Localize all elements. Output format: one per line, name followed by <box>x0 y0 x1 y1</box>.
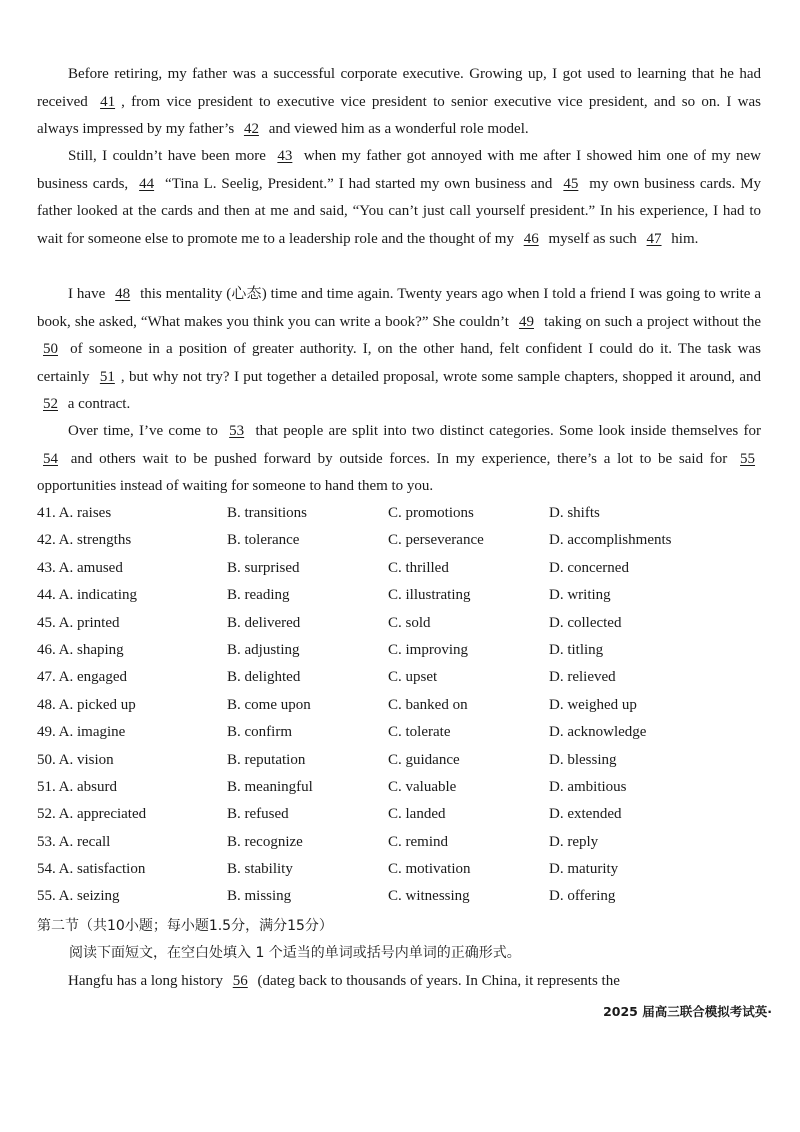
blank-49: 49 <box>518 313 534 330</box>
option-c: C. perseverance <box>388 532 484 549</box>
option-b: B. surprised <box>227 559 300 576</box>
option-a: 54. A. satisfaction <box>37 861 146 878</box>
blank-46: 46 <box>523 230 539 247</box>
option-d: D. offering <box>549 888 616 905</box>
option-b: B. reading <box>227 587 290 604</box>
option-a: 52. A. appreciated <box>37 806 147 823</box>
option-b: B. stability <box>227 861 293 878</box>
passage-paragraph-2: Still, I couldn’t have been more 43 when my father got annoyed with me after I showed him one of my new business cards, 44 “Tina L. Seelig, President.” I had started my own business and 45 my own business cards. My father looked at the cards and then at me and said, “You can’t just call yourself president.” In his experience, I had to wait for someone else to promote me to a leadership role and the thought of my 46 myself as such 47 him. <box>37 143 761 253</box>
option-a: 51. A. absurd <box>37 778 117 795</box>
answer-options <box>37 500 777 911</box>
option-b: B. transitions <box>227 505 308 521</box>
passage-paragraph-3: I have 48 this mentality (心态) time and time again. Twenty years ago when I told a friend I was going to write a book, she asked, “What makes you think you can write a book?” She couldn’t 49 taking on such a project without the 50 of someone in a position of greater authority. I, on the other hand, felt confident I could do it. The task was certainly 51 , but why not try? I put together a detailed proposal, wrote some sample chapters, shopped it around, and 52 a contract. <box>37 281 761 419</box>
option-b: B. refused <box>227 806 289 823</box>
option-row <box>37 664 777 691</box>
option-d: D. reply <box>549 833 599 850</box>
option-b: B. delivered <box>227 614 301 631</box>
option-row <box>37 883 777 910</box>
option-a: 45. A. printed <box>37 614 120 631</box>
option-a: 43. A. amused <box>37 559 123 576</box>
blank-50: 50 <box>43 341 58 357</box>
section-instruction: 阅读下面短文，在空白处填入 1 个适当的单词或括号内单词的正确形式。 <box>69 945 521 961</box>
option-d: D. ambitious <box>549 778 627 795</box>
option-row <box>37 829 777 856</box>
option-row <box>37 747 777 774</box>
blank-53: 53 <box>229 423 245 439</box>
option-c: C. tolerate <box>388 724 451 741</box>
option-d: D. relieved <box>549 669 616 686</box>
option-a: 50. A. vision <box>37 751 114 768</box>
blank-51: 51 <box>99 368 115 385</box>
option-d: D. weighed up <box>549 696 637 713</box>
passage-paragraph-4: Over time, I’ve come to 53 that people are split into two distinct categories. Some look inside themselves for 54 and others wait to be pushed forward by outside forces. In my experience, there’s a lot to be said for 55 opportunities instead of waiting for someone to hand them to you. <box>37 418 761 501</box>
option-a: 49. A. imagine <box>37 724 126 741</box>
option-row <box>37 582 777 609</box>
option-c: C. upset <box>388 669 438 686</box>
option-b: B. come upon <box>227 696 311 713</box>
option-row <box>37 637 777 664</box>
option-b: B. meaningful <box>227 778 313 795</box>
blank-41: 41 <box>100 93 116 110</box>
passage-paragraph-5: Hangfu has a long history 56 (dateg back to thousands of years. In China, it represents the <box>37 968 761 996</box>
option-d: D. titling <box>549 641 604 658</box>
page-footer: 2025 届高三联合模拟考试英· <box>603 1004 772 1019</box>
option-d: D. blessing <box>549 751 617 768</box>
blank-56: 56 <box>232 973 248 989</box>
blank-44: 44 <box>139 175 155 192</box>
option-b: B. adjusting <box>227 641 300 658</box>
blank-48: 48 <box>115 286 131 302</box>
blank-52: 52 <box>43 396 58 412</box>
option-c: C. banked on <box>388 696 468 713</box>
passage-paragraph-1: Before retiring, my father was a successful corporate executive. Growing up, I got used to learning that he had received 41 , from vice president to executive vice president to senior executive vice president, and so on. I was always impressed by my father’s 42 and viewed him as a wonderful role model. <box>37 61 761 144</box>
blank-45: 45 <box>563 175 579 192</box>
option-b: B. tolerance <box>227 532 300 549</box>
option-b: B. delighted <box>227 669 301 686</box>
option-a: 48. A. picked up <box>37 696 136 713</box>
option-row <box>37 692 777 719</box>
option-c: C. sold <box>388 614 431 631</box>
option-d: D. acknowledge <box>549 724 647 741</box>
option-b: B. recognize <box>227 833 303 850</box>
option-c: C. improving <box>388 641 469 658</box>
option-d: D. maturity <box>549 861 619 878</box>
option-row <box>37 527 777 554</box>
option-b: B. confirm <box>227 724 292 741</box>
blank-42: 42 <box>243 121 259 137</box>
option-c: C. remind <box>388 833 448 850</box>
option-row <box>37 719 777 746</box>
blank-43: 43 <box>277 148 293 164</box>
option-row <box>37 774 777 801</box>
blank-55: 55 <box>740 450 756 467</box>
option-d: D. writing <box>549 587 611 604</box>
option-b: B. reputation <box>227 751 306 768</box>
option-a: 42. A. strengths <box>37 532 132 549</box>
option-b: B. missing <box>227 888 292 905</box>
option-c: C. landed <box>388 806 446 823</box>
option-a: 47. A. engaged <box>37 669 127 686</box>
option-row <box>37 555 777 582</box>
option-a: 55. A. seizing <box>37 888 120 905</box>
option-row <box>37 610 777 637</box>
option-a: 53. A. recall <box>37 833 111 850</box>
option-c: C. illustrating <box>388 587 471 604</box>
option-a: 41. A. raises <box>37 505 112 521</box>
option-d: D. collected <box>549 614 622 631</box>
option-c: C. witnessing <box>388 888 470 905</box>
option-c: C. thrilled <box>388 559 449 576</box>
option-d: D. shifts <box>549 505 600 521</box>
option-row <box>37 500 777 527</box>
option-d: D. concerned <box>549 559 629 576</box>
option-a: 44. A. indicating <box>37 587 137 604</box>
option-row <box>37 856 777 883</box>
option-c: C. guidance <box>388 751 460 768</box>
section-heading: 第二节（共10小题；每小题1.5分，满分15分） <box>37 918 333 934</box>
blank-47: 47 <box>646 230 662 247</box>
option-a: 46. A. shaping <box>37 641 124 658</box>
option-c: C. promotions <box>388 505 474 521</box>
option-d: D. accomplishments <box>549 532 672 549</box>
option-row <box>37 801 777 828</box>
option-c: C. valuable <box>388 778 457 795</box>
option-d: D. extended <box>549 806 622 823</box>
blank-54: 54 <box>43 450 58 467</box>
option-c: C. motivation <box>388 861 471 878</box>
